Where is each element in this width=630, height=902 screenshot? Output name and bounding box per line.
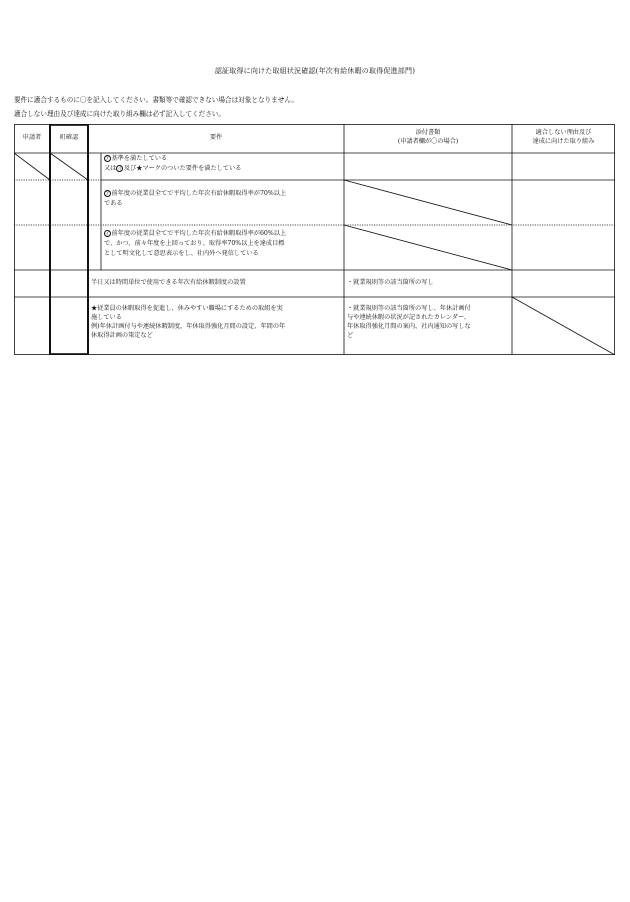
requirement-b: イ前年度の従業員全てで平均した年次有給休暇取得率が60%以上 [105, 230, 287, 237]
requirement-star: ★従業員の休暇取得を促進し、休みやすい職場にするための取組を実 [91, 305, 283, 312]
requirement-star-line4: 休取得計画の策定など [91, 332, 153, 339]
requirement-a: ア前年度の従業員全てで平均した年次有給休暇取得率が70%以上 [105, 190, 287, 197]
attachment-star-line4: ど [347, 332, 354, 339]
circled-mark: イ [117, 166, 123, 172]
requirement-star-line2: 施している [91, 314, 122, 321]
attachment-star-line3: 年休取得強化月間の案内、社内通知の写しな [347, 323, 471, 330]
requirement-basic: ア基準を満たしている [105, 155, 168, 162]
header-attachments: 添付書類 [415, 129, 441, 136]
document-title: 認証取得に向けた取組状況確認(年次有給休暇の取得促進部門) [214, 67, 416, 75]
instruction-note: 適合しない理由及び達成に向けた取り組み欄は必ず記入してください。 [14, 110, 225, 118]
header-applicant: 申請者 [22, 134, 42, 141]
attachment-star-line2: 与や連続休暇の状況が記されたカレンダー、 [347, 314, 471, 321]
requirement-a-line2: である [104, 200, 123, 207]
header-reason-sub: 達成に向けた取り組み [532, 138, 595, 145]
requirements-table [14, 124, 615, 355]
header-requirement: 要件 [209, 134, 223, 141]
header-reason: 適合しない理由及び [535, 129, 592, 136]
requirement-star-line3: 例)年休計画付与や連続休暇制度、年休取得強化月間の設定、年間の年 [91, 323, 286, 330]
attachment-half-day-leave: ・就業規則等の該当箇所の写し [347, 279, 434, 286]
instruction-note: 要件に適合するものに〇を記入してください。書類等で確認できない場合は対象となりません。 [14, 96, 298, 104]
header-attachments-sub: (申請者欄が〇の場合) [397, 138, 459, 145]
requirement-half-day-leave: 半日又は時間単位で使用できる年次有給休暇制度の設置 [91, 279, 246, 286]
header-town-check: 町確認 [59, 134, 79, 141]
requirement-basic-alt: 又はイ及び★マークのついた要件を満たしている [104, 165, 242, 172]
requirement-b-line3: として明文化して意思表示をし、社内外へ発信している [104, 250, 259, 257]
attachment-star: ・就業規則等の該当箇所の写し、年休計画付 [347, 305, 471, 312]
circled-mark: イ [105, 231, 111, 237]
circled-mark: ア [105, 156, 111, 162]
circled-mark: ア [105, 191, 111, 197]
requirement-b-line2: で、かつ、前々年度を上回っており、取得率70%以上を達成目標 [104, 240, 285, 247]
